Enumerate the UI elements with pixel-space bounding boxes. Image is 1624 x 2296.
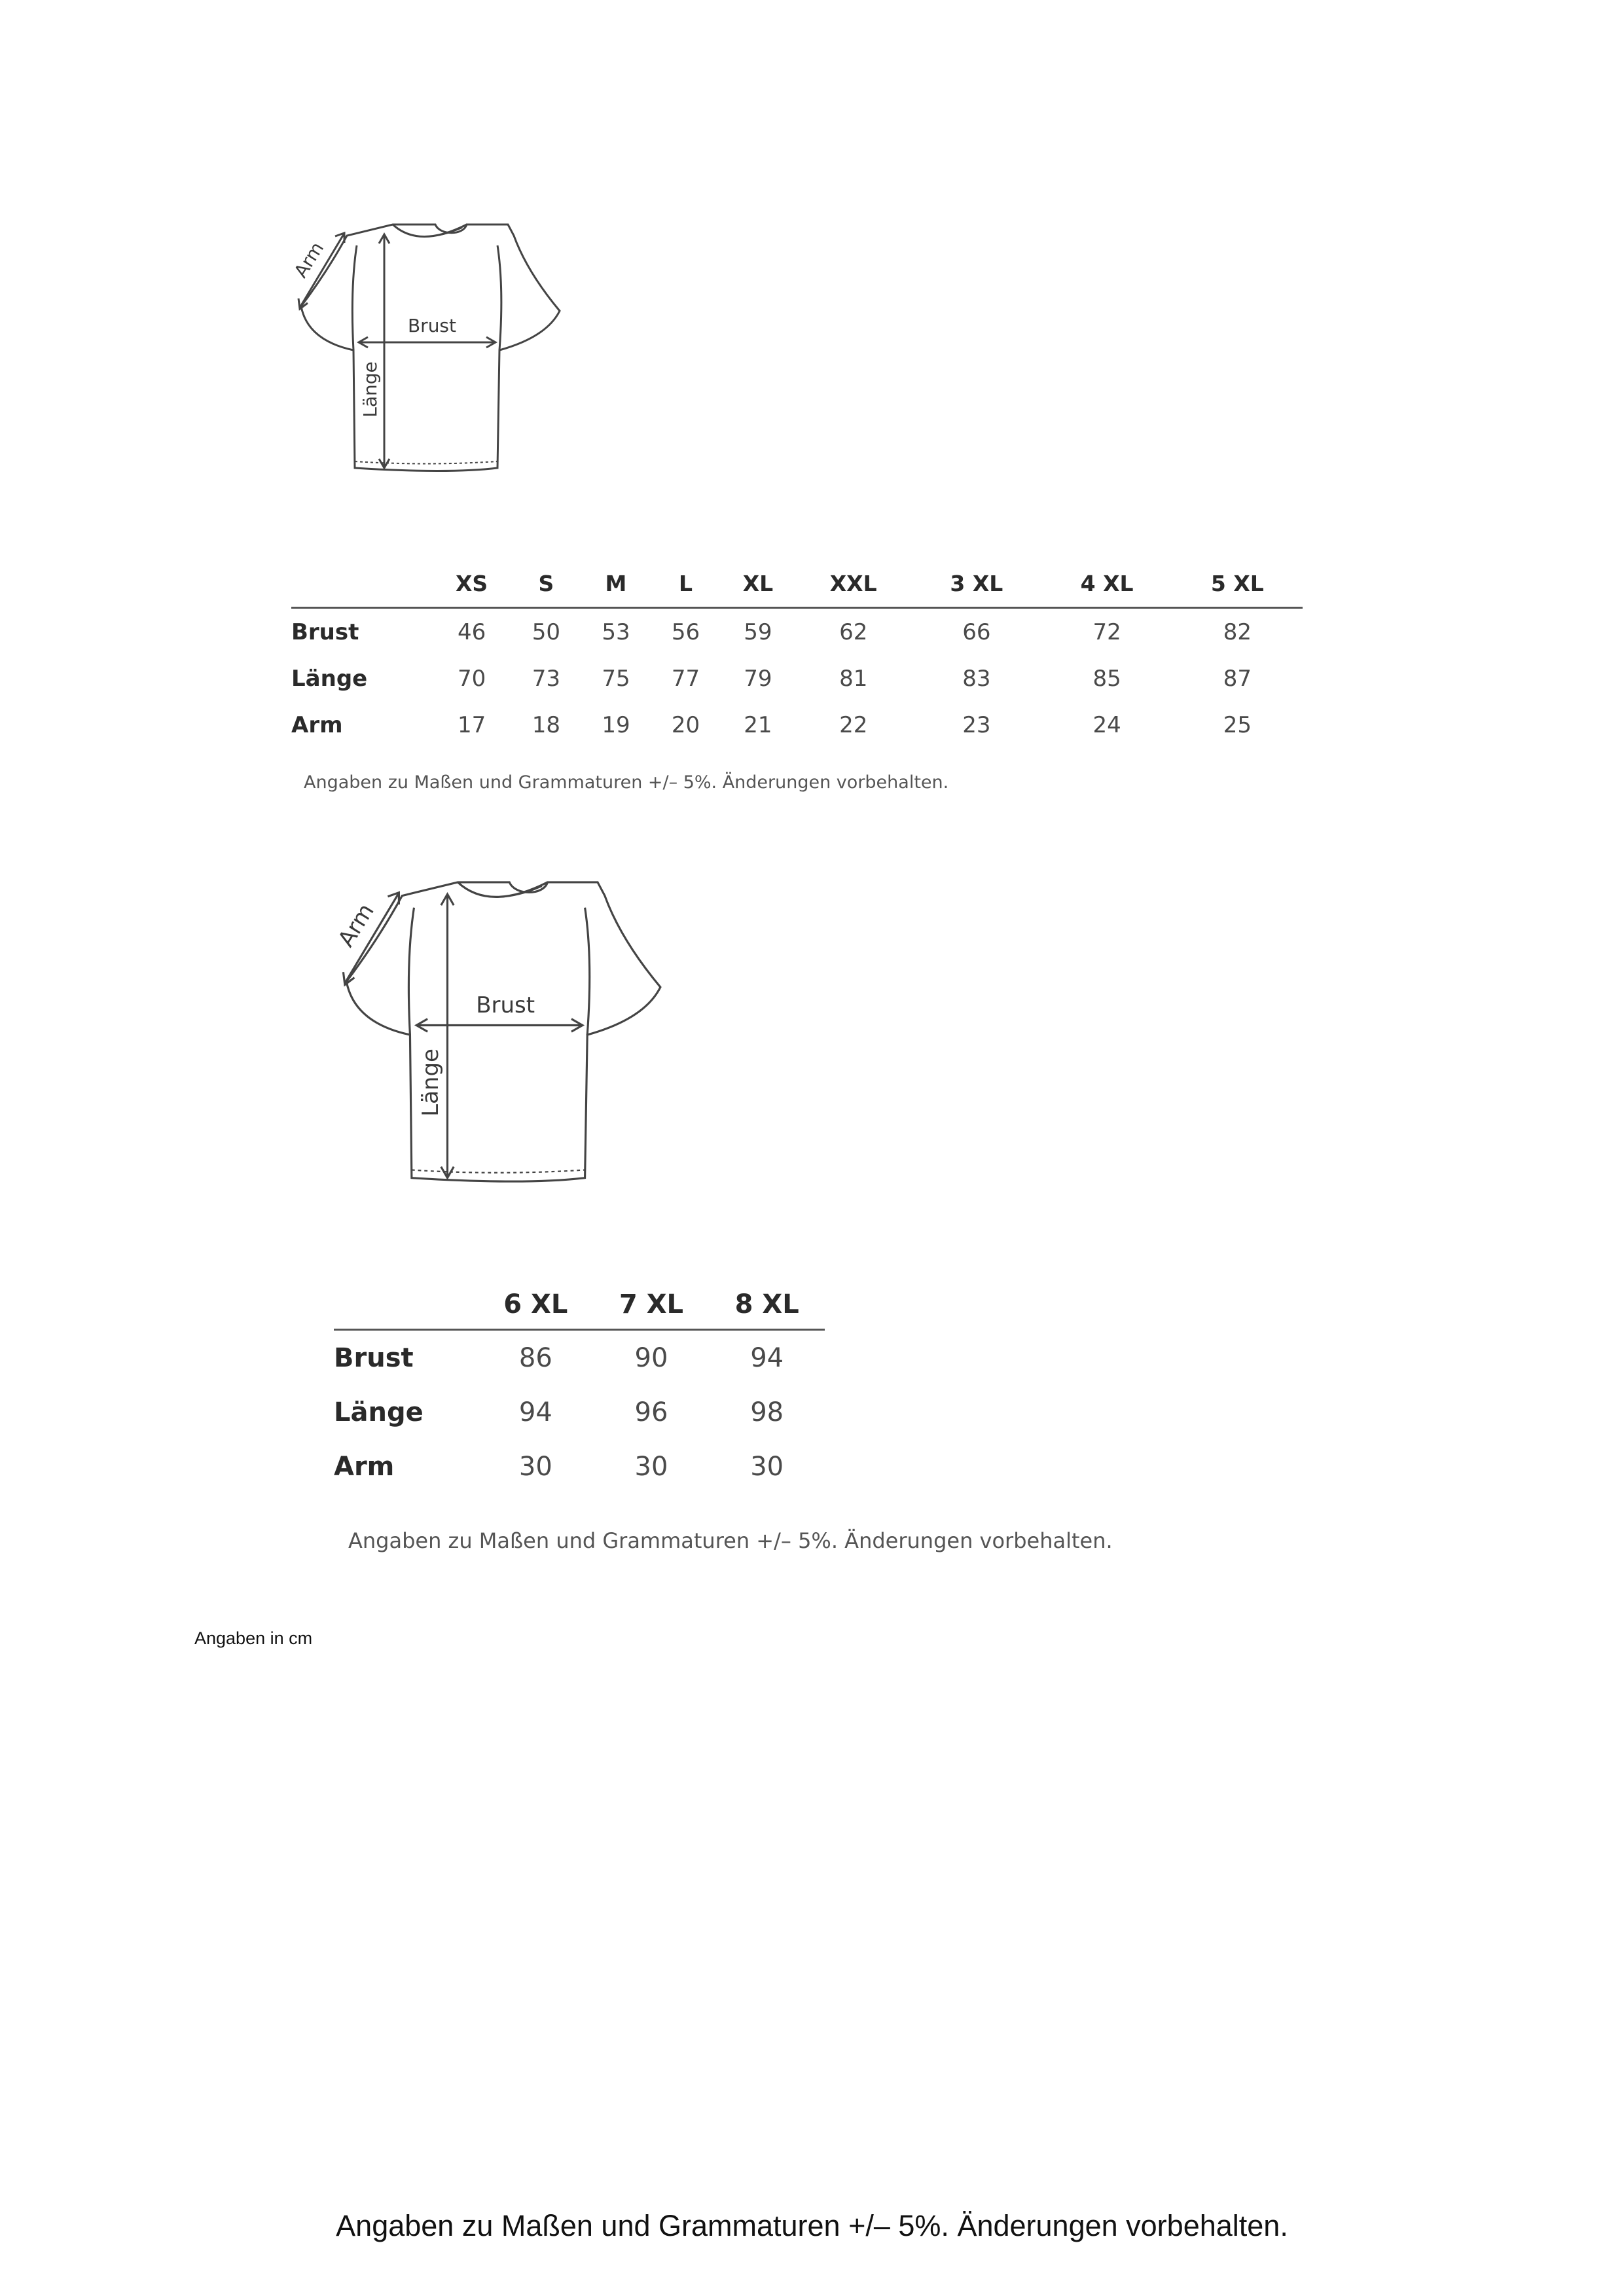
table-cell: 23 <box>962 711 991 738</box>
tolerance-note-bottom: Angaben zu Maßen und Grammaturen +/– 5%. Änderungen vorbehalten. <box>348 1528 1113 1553</box>
row-label-laenge: Länge <box>291 665 368 692</box>
size-3xl-header: 3 XL <box>950 570 1003 596</box>
row-label-arm: Arm <box>334 1451 395 1482</box>
table-cell: 94 <box>518 1397 552 1427</box>
table-row-brust <box>291 608 1303 656</box>
table-cell: 56 <box>671 619 700 645</box>
size-7xl-header: 7 XL <box>619 1289 684 1319</box>
tshirt-diagram-top <box>288 209 563 484</box>
table-row-arm <box>291 702 1303 748</box>
table-cell: 53 <box>602 619 630 645</box>
size-table-top <box>291 560 1303 748</box>
table-cell: 24 <box>1092 711 1121 738</box>
size-l-header: L <box>678 570 693 596</box>
table-cell: 75 <box>602 665 630 692</box>
row-label-laenge: Länge <box>334 1397 424 1427</box>
size-table-bottom <box>334 1280 825 1494</box>
table-cell: 17 <box>457 711 486 738</box>
arm-label-top: Arm <box>289 238 329 282</box>
size-8xl-header: 8 XL <box>734 1289 799 1319</box>
laenge-label-bottom: Länge <box>417 1049 444 1117</box>
table-cell: 98 <box>750 1397 784 1427</box>
size-xl-header: XL <box>742 570 774 596</box>
table-cell: 30 <box>518 1451 552 1482</box>
table-cell: 83 <box>962 665 991 692</box>
page-footer: Angaben zu Maßen und Grammaturen +/– 5%. Änderungen vorbehalten. <box>336 2209 1288 2242</box>
table-cell: 79 <box>744 665 772 692</box>
table-cell: 73 <box>532 665 561 692</box>
brust-label-bottom: Brust <box>476 992 535 1019</box>
size-4xl-header: 4 XL <box>1080 570 1134 596</box>
table-cell: 96 <box>634 1397 668 1427</box>
size-6xl-header: 6 XL <box>503 1289 568 1319</box>
arm-label-bottom: Arm <box>333 899 380 952</box>
table-row-laenge <box>334 1385 825 1439</box>
table-row-laenge <box>291 655 1303 702</box>
brust-label-top: Brust <box>407 315 457 336</box>
tshirt-diagram-bottom <box>331 864 664 1198</box>
table-cell: 30 <box>750 1451 784 1482</box>
table-row-brust <box>334 1330 825 1386</box>
size-m-header: M <box>605 570 627 596</box>
tolerance-note-top: Angaben zu Maßen und Grammaturen +/– 5%. Änderungen vorbehalten. <box>304 772 949 793</box>
table-cell: 94 <box>750 1342 784 1373</box>
table-cell: 85 <box>1092 665 1121 692</box>
table-cell: 70 <box>457 665 486 692</box>
table-cell: 77 <box>671 665 700 692</box>
table-cell: 86 <box>518 1342 552 1373</box>
table-cell: 18 <box>532 711 561 738</box>
size-header-row <box>334 1280 825 1330</box>
table-cell: 46 <box>457 619 486 645</box>
table-cell: 25 <box>1223 711 1252 738</box>
size-header-row <box>291 560 1303 608</box>
size-xs-header: XS <box>455 570 488 596</box>
row-label-brust: Brust <box>334 1342 414 1373</box>
table-cell: 21 <box>744 711 772 738</box>
table-cell: 66 <box>962 619 991 645</box>
row-label-brust: Brust <box>291 619 359 645</box>
table-cell: 22 <box>839 711 868 738</box>
table-cell: 81 <box>839 665 868 692</box>
table-cell: 72 <box>1092 619 1121 645</box>
table-cell: 19 <box>602 711 630 738</box>
table-cell: 87 <box>1223 665 1252 692</box>
row-label-arm: Arm <box>291 711 343 738</box>
table-cell: 20 <box>671 711 700 738</box>
laenge-label-top: Länge <box>359 361 381 418</box>
size-5xl-header: 5 XL <box>1210 570 1264 596</box>
unit-note: Angaben in cm <box>194 1628 313 1648</box>
table-cell: 50 <box>532 619 561 645</box>
size-xxl-header: XXL <box>829 570 877 596</box>
table-row-arm <box>334 1439 825 1494</box>
size-s-header: S <box>538 570 554 596</box>
table-cell: 62 <box>839 619 868 645</box>
table-cell: 82 <box>1223 619 1252 645</box>
table-cell: 90 <box>634 1342 668 1373</box>
empty-header-cell <box>291 560 432 608</box>
table-cell: 30 <box>634 1451 668 1482</box>
table-cell: 59 <box>744 619 772 645</box>
empty-header-cell <box>334 1280 478 1330</box>
